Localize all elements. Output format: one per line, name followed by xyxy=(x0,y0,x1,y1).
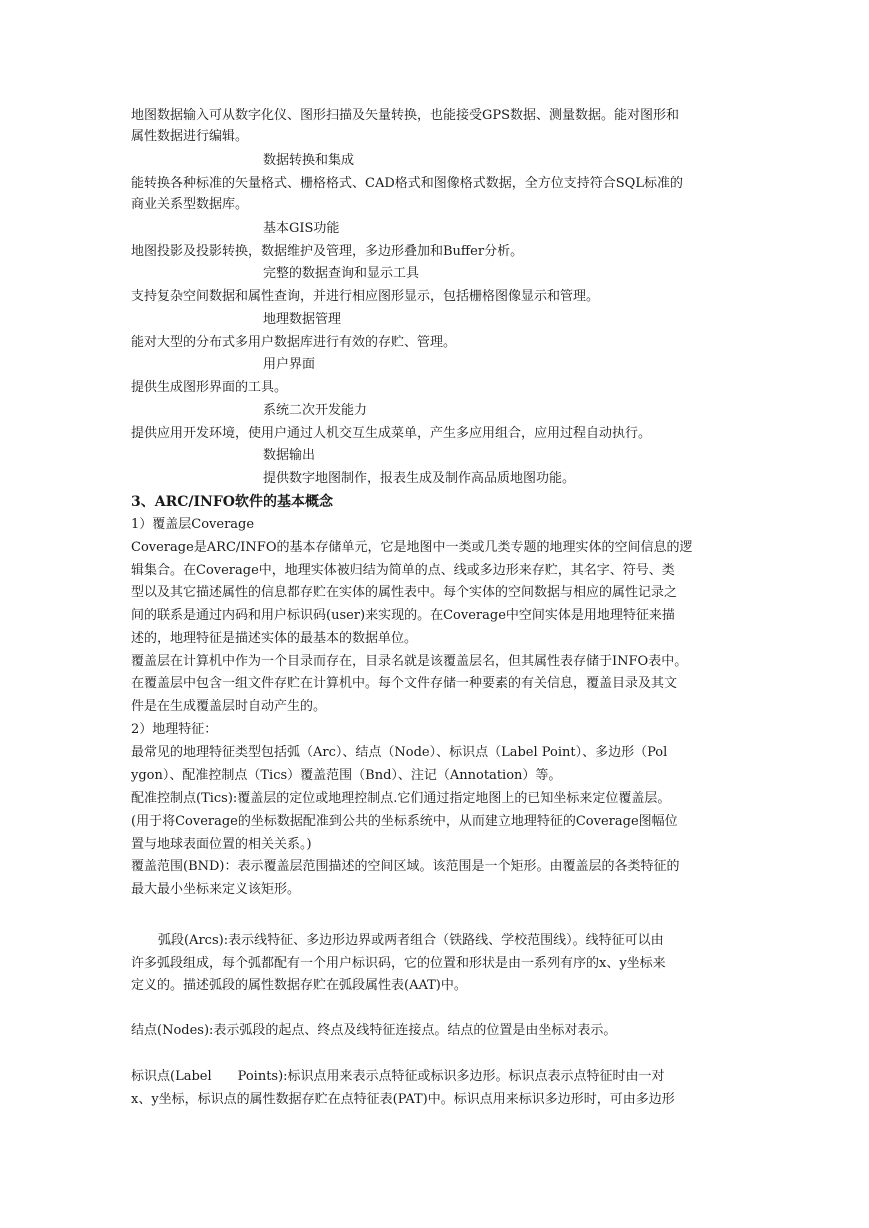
text-line: 述的，地理特征是描述实体的最基本的数据单位。 xyxy=(131,631,418,646)
text-line: 能对大型的分布式多用户数据库进行有效的存贮、管理。 xyxy=(131,335,457,350)
text-line: x、y坐标，标识点的属性数据存贮在点特征表(PAT)中。标识点用来标识多边形时，可由多边形 xyxy=(131,1092,675,1107)
subsection-heading: 1）覆盖层Coverage xyxy=(131,517,255,532)
section-subheading: 数据输出 xyxy=(263,448,316,463)
text-line: (用于将Coverage的坐标数据配准到公共的坐标系统中，从而建立地理特征的Coverage图幅位 xyxy=(131,814,678,829)
text-line: 件是在生成覆盖层时自动产生的。 xyxy=(131,699,327,714)
section-subheading: 地理数据管理 xyxy=(263,312,342,327)
text-line: 辑集合。在Coverage中，地理实体被归结为简单的点、线或多边形来存贮，其名字、符号、类 xyxy=(131,563,675,578)
text-line: 地图投影及投影转换，数据维护及管理，多边形叠加和Buffer分析。 xyxy=(131,244,524,259)
text-line: 最常见的地理特征类型包括弧（Arc）、结点（Node）、标识点（Label Point）、多边形（Pol xyxy=(131,745,668,760)
text-line: 支持复杂空间数据和属性查询，并进行相应图形显示，包括栅格图像显示和管理。 xyxy=(131,289,600,304)
text-line: 定义的。描述弧段的属性数据存贮在弧段属性表(AAT)中。 xyxy=(131,978,467,993)
section-subheading: 完整的数据查询和显示工具 xyxy=(263,266,420,281)
section-subheading: 系统二次开发能力 xyxy=(263,403,368,418)
text-line: 置与地球表面位置的相关关系。) xyxy=(131,837,312,852)
text-line: 提供数字地图制作，报表生成及制作高品质地图功能。 xyxy=(263,471,576,486)
text-line: 型以及其它描述属性的信息都存贮在实体的属性表中。每个实体的空间数据与相应的属性记录之 xyxy=(131,585,678,600)
text-line: 商业关系型数据库。 xyxy=(131,197,249,212)
text-line: 最大最小坐标来定义该矩形。 xyxy=(131,882,301,897)
text-line: 弧段(Arcs):表示线特征、多边形边界或两者组合（铁路线、学校范围线）。线特征可以由 xyxy=(158,933,664,948)
section-subheading: 用户界面 xyxy=(263,357,316,372)
text-line: 在覆盖层中包含一组文件存贮在计算机中。每个文件存储一种要素的有关信息，覆盖目录及其文 xyxy=(131,676,678,691)
section-subheading: 基本GIS功能 xyxy=(263,221,340,236)
text-line: 配准控制点(Tics):覆盖层的定位或地理控制点.它们通过指定地图上的已知坐标来定位覆盖层。 xyxy=(131,791,671,806)
section-subheading: 数据转换和集成 xyxy=(263,153,355,168)
text-line: 地图数据输入可从数字化仪、图形扫描及矢量转换，也能接受GPS数据、测量数据。能对图形和 xyxy=(131,108,680,123)
text-line: 结点(Nodes):表示弧段的起点、终点及线特征连接点。结点的位置是由坐标对表示。 xyxy=(131,1023,617,1038)
text-line: 属性数据进行编辑。 xyxy=(131,129,249,144)
subsection-heading: 2）地理特征： xyxy=(131,722,218,737)
text-line: Coverage是ARC/INFO的基本存储单元，它是地图中一类或几类专题的地理实体的空间信息的逻 xyxy=(131,540,693,555)
text-line: ygon）、配准控制点（Tics）覆盖范围（Bnd）、注记（Annotation）等。 xyxy=(131,768,562,783)
text-line: 覆盖层在计算机中作为一个目录而存在，目录名就是该覆盖层名，但其属性表存储于INFO表中。 xyxy=(131,654,688,669)
text-line: 提供生成图形界面的工具。 xyxy=(131,380,288,395)
text-line: 覆盖范围(BND)：表示覆盖层范围描述的空间区域。该范围是一个矩形。由覆盖层的各类特征的 xyxy=(131,859,680,874)
text-line: 能转换各种标准的矢量格式、栅格格式、CAD格式和图像格式数据，全方位支持符合SQL标准的 xyxy=(131,176,683,191)
text-line: 提供应用开发环境，使用户通过人机交互生成菜单，产生多应用组合，应用过程自动执行。 xyxy=(131,426,652,441)
text-line: 间的联系是通过内码和用户标识码(user)来实现的。在Coverage中空间实体是用地理特征来描 xyxy=(131,608,675,623)
text-line: 许多弧段组成，每个弧都配有一个用户标识码，它的位置和形状是由一系列有序的x、y坐标来 xyxy=(131,956,666,971)
text-line: 标识点(Label Points):标识点用来表示点特征或标识多边形。标识点表示点特征时由一对 xyxy=(131,1069,665,1084)
section-heading: 3、ARC/INFO软件的基本概念 xyxy=(131,494,333,510)
